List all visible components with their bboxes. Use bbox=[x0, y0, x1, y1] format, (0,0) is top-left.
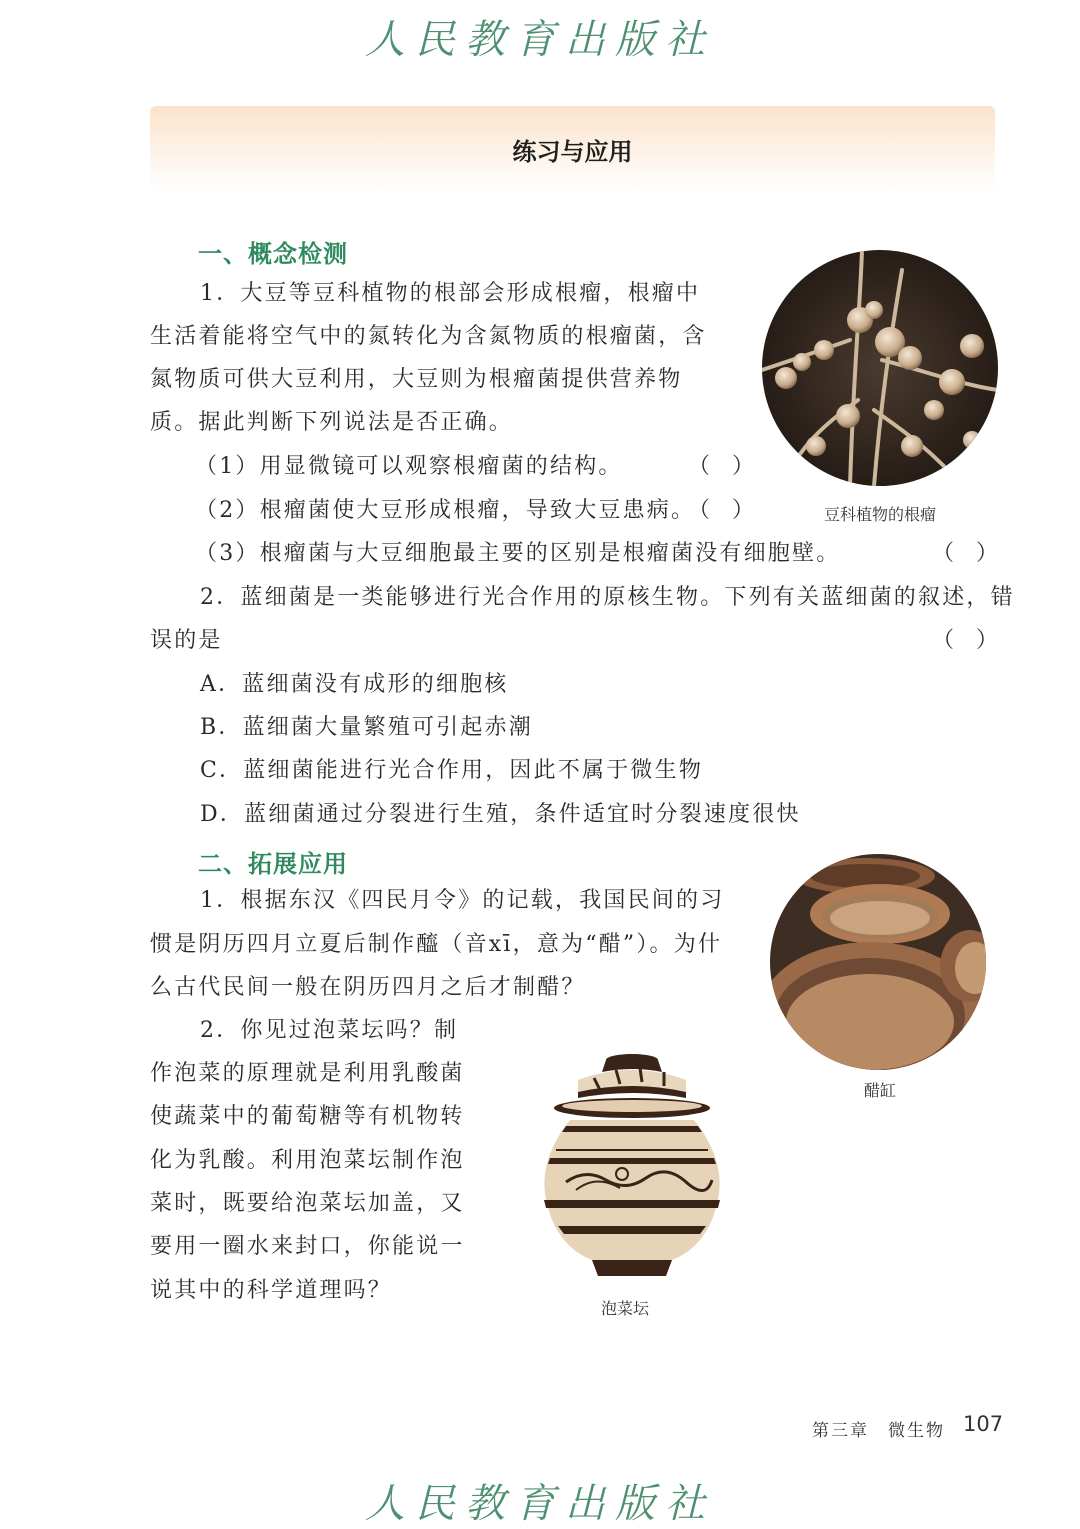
s2-q2-line: 要用一圈水来封口，你能说一 bbox=[150, 1234, 465, 1259]
answer-bracket: （ ） bbox=[688, 454, 755, 479]
root-nodules-photo bbox=[762, 250, 998, 486]
s2-q2-line: 说其中的科学道理吗？ bbox=[150, 1278, 393, 1303]
caption-vinegar-vat: 醋缸 bbox=[863, 1081, 896, 1100]
answer-bracket: （ ） bbox=[932, 541, 999, 566]
answer-bracket: （ ） bbox=[688, 498, 755, 523]
s2-q2-line: 化为乳酸。利用泡菜坛制作泡 bbox=[150, 1148, 465, 1173]
s2-q2-line: 作泡菜的原理就是利用乳酸菌 bbox=[150, 1061, 465, 1086]
answer-bracket: （ ） bbox=[932, 628, 999, 653]
s1-q1-line: 质。据此判断下列说法是否正确。 bbox=[150, 410, 514, 435]
publisher-watermark-bottom: 人民教育出版社 bbox=[365, 1481, 715, 1527]
page-number: 107 bbox=[963, 1412, 1004, 1436]
caption-root-nodules: 豆科植物的根瘤 bbox=[823, 505, 936, 524]
s1-q2-option-c: C．蓝细菌能进行光合作用，因此不属于微生物 bbox=[200, 758, 704, 783]
s1-q1-line: 氮物质可供大豆利用，大豆则为根瘤菌提供营养物 bbox=[150, 367, 683, 392]
section-heading-concept-check: 一、概念检测 bbox=[198, 240, 348, 268]
s1-q1-line: 1．大豆等豆科植物的根部会形成根瘤，根瘤中 bbox=[200, 281, 701, 306]
s1-q2-line: 误的是 bbox=[150, 628, 223, 653]
s1-q1-line: 生活着能将空气中的氮转化为含氮物质的根瘤菌，含 bbox=[150, 324, 707, 349]
s2-q2-line: 菜时，既要给泡菜坛加盖，又 bbox=[150, 1191, 465, 1216]
publisher-watermark-top: 人民教育出版社 bbox=[365, 17, 715, 63]
s2-q1-line: 1．根据东汉《四民月令》的记载，我国民间的习 bbox=[200, 888, 725, 913]
s1-q2-option-d: D．蓝细菌通过分裂进行生殖，条件适宜时分裂速度很快 bbox=[200, 802, 801, 827]
s2-q1-line: 惯是阴历四月立夏后制作醯（音xī，意为“醋”）。为什 bbox=[150, 932, 723, 957]
s1-q2-option-b: B．蓝细菌大量繁殖可引起赤潮 bbox=[200, 715, 533, 740]
s2-q2-line: 使蔬菜中的葡萄糖等有机物转 bbox=[150, 1104, 465, 1129]
s1-q1-item-3: （3）根瘤菌与大豆细胞最主要的区别是根瘤菌没有细胞壁。 bbox=[195, 541, 841, 566]
caption-pickle-jar: 泡菜坛 bbox=[600, 1299, 649, 1318]
s1-q1-item-1: （1）用显微镜可以观察根瘤菌的结构。 bbox=[195, 454, 623, 479]
s1-q2-option-a: A．蓝细菌没有成形的细胞核 bbox=[200, 672, 509, 697]
s1-q1-item-2: （2）根瘤菌使大豆形成根瘤，导致大豆患病。 bbox=[195, 498, 696, 523]
footer-chapter: 第三章 微生物 bbox=[812, 1421, 945, 1441]
section-heading-extension: 二、拓展应用 bbox=[198, 850, 348, 878]
s2-q1-line: 么古代民间一般在阴历四月之后才制醋？ bbox=[150, 975, 586, 1000]
s2-q2-line: 2．你见过泡菜坛吗？制 bbox=[200, 1018, 459, 1043]
banner-title: 练习与应用 bbox=[512, 138, 633, 166]
vinegar-vat-photo bbox=[770, 854, 986, 1070]
pickle-jar-photo bbox=[536, 1050, 726, 1280]
s1-q2-line: 2．蓝细菌是一类能够进行光合作用的原核生物。下列有关蓝细菌的叙述，错 bbox=[200, 585, 1015, 610]
